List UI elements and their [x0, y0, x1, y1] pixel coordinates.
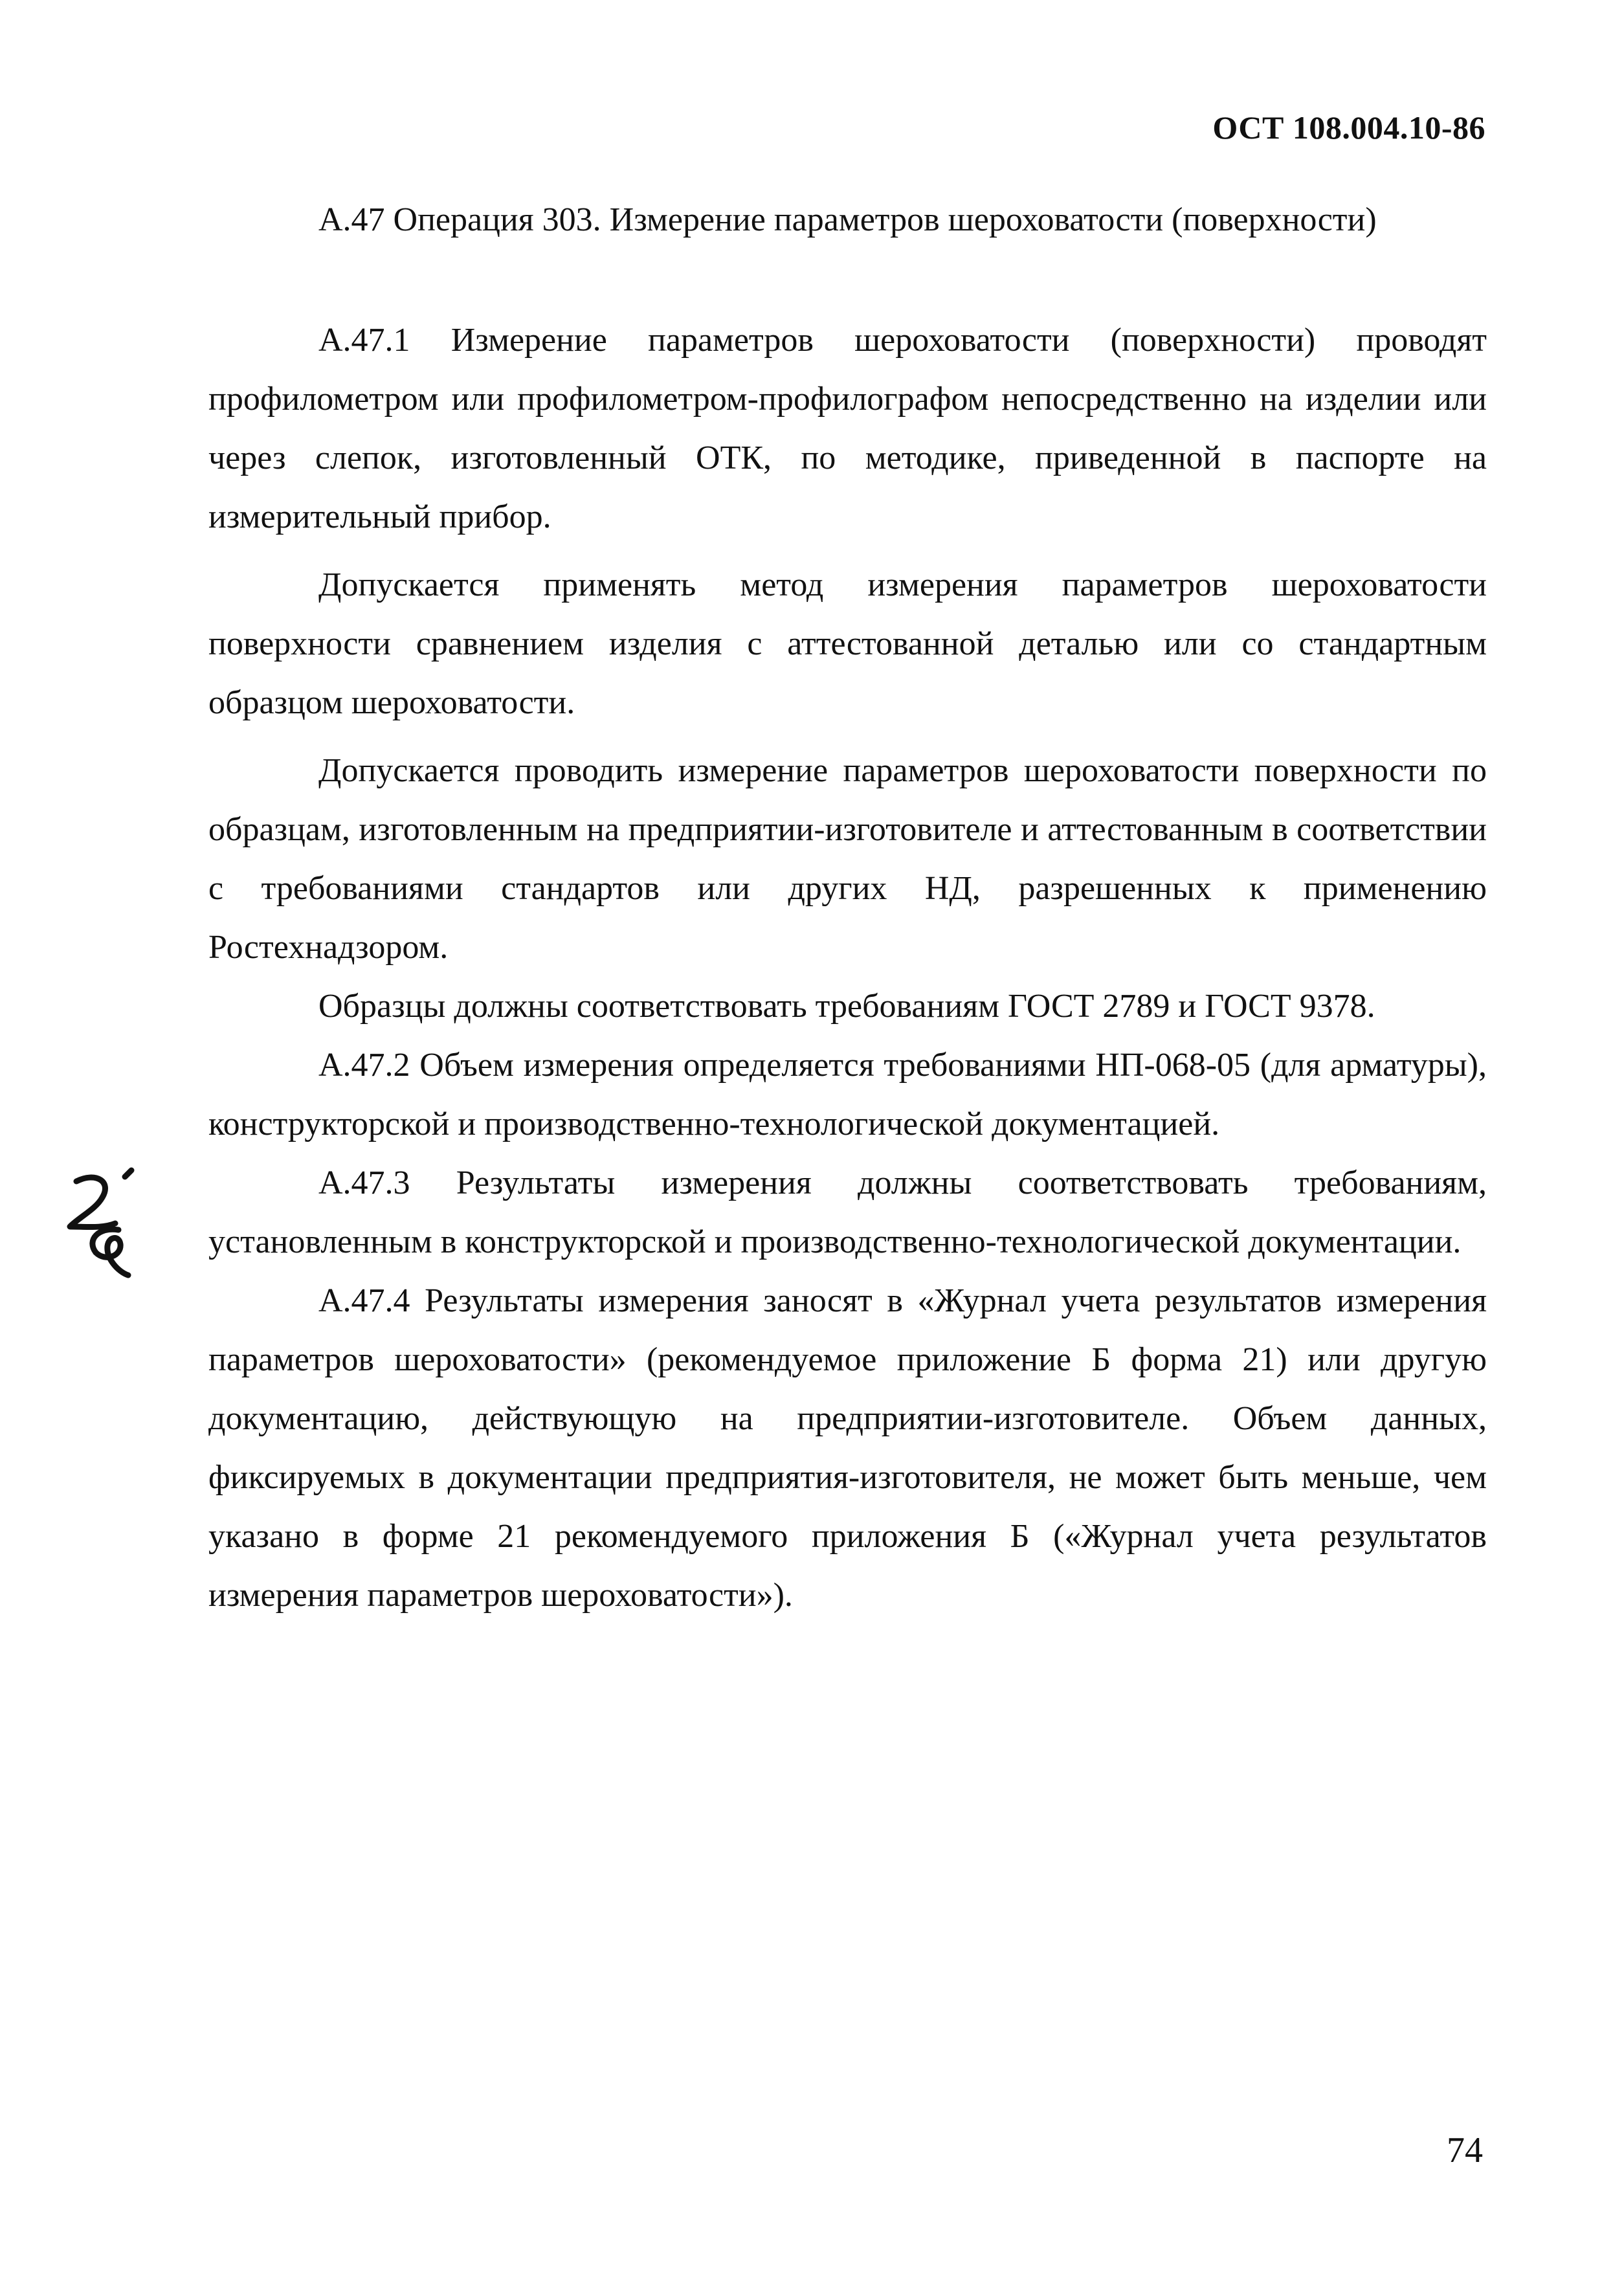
paragraph: А.47.3 Результаты измерения должны соответствовать требованиям, установленным в конструкторской и производственно-технологической документации. [208, 1164, 1487, 1260]
paragraph: А.47.1 Измерение параметров шероховатости (поверхности) проводят профилометром или профилометром-профилографом непосредственно на изделии или через слепок, изготовленный ОТК, по методике, приведенной в паспорте на измерительный прибор. [208, 322, 1487, 535]
document-body [208, 311, 1487, 1625]
document-code: ОСТ 108.004.10-86 [1212, 109, 1485, 146]
paragraph: А.47.2 Объем измерения определяется требованиями НП-068-05 (для арматуры), конструкторской и производственно-технологической документацией. [208, 1047, 1487, 1142]
handwritten-margin-mark [50, 1159, 148, 1288]
section-heading: А.47 Операция 303. Измерение параметров шероховатости (поверхности) [318, 201, 1377, 238]
paragraph: Допускается проводить измерение параметров шероховатости поверхности по образцам, изготовленным на предприятии-изготовителе и аттестованным в соответствии с требованиями стандартов или других НД, разрешенных к применению Ростехнадзором. [208, 752, 1487, 966]
paragraph: Образцы должны соответствовать требованиям ГОСТ 2789 и ГОСТ 9378. [318, 988, 1375, 1025]
page-number: 74 [1447, 2130, 1483, 2170]
paragraph: А.47.4 Результаты измерения заносят в «Журнал учета результатов измерения параметров шероховатости» (рекомендуемое приложение Б форма 21) или другую документацию, действующую на предприятии-изготовителе. Объем данных, фиксируемых в документации предприятия-изготовителя, не может быть меньше, чем указано в форме 21 рекомендуемого приложения Б («Журнал учета результатов измерения параметров шероховатости»). [208, 1282, 1487, 1614]
paragraph: Допускается применять метод измерения параметров шероховатости поверхности сравнением изделия с аттестованной деталью или со стандартным образцом шероховатости. [208, 566, 1487, 721]
